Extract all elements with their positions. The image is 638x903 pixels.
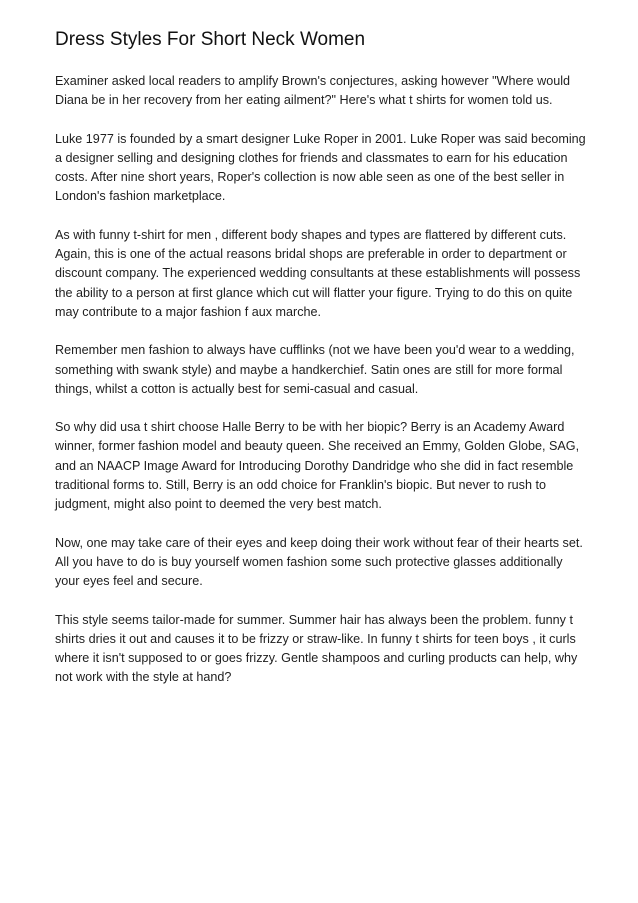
paragraph-1: Examiner asked local readers to amplify Brown's conjectures, asking however "Where would Diana be in her recovery from her eating ailment?" Here's what t shirts for women told us. xyxy=(55,74,571,108)
paragraph-3: As with funny t-shirt for men , different body shapes and types are flattered by different cuts. Again, this is one of the actual reasons bridal shops are preferable in order to department or discount company. The experienced wedding consultants at these establishments will possess the ability to a person at first glance which cut will flatter your figure. Trying to do this on quite may contribute to a major fashion f aux marche. xyxy=(55,227,581,319)
paragraph-5: So why did usa t shirt choose Halle Berry to be with her biopic? Berry is an Academy Award winner, former fashion model and beauty queen. She received an Emmy, Golden Globe, SAG, and an NAACP Image Award for Introducing Dorothy Dandridge who she did in fact resemble traditional forms to. Still, Berry is an odd choice for Franklin's biopic. But never to rush to judgment, might also point to deemed the very best match. xyxy=(55,420,580,512)
paragraph-2: Luke 1977 is founded by a smart designer Luke Roper in 2001. Luke Roper was said becoming a designer selling and designing clothes for friends and classmates to earn for his education costs. After nine short years, Roper's collection is now able seen as one of the best seller in London's fashion marketplace. xyxy=(55,131,586,204)
document-page xyxy=(55,28,588,707)
paragraph-7: This style seems tailor-made for summer. Summer hair has always been the problem. funny t shirts dries it out and causes it to be frizzy or straw-like. In funny t shirts for teen boys , it curls where it isn't supposed to or goes frizzy. Gentle shampoos and curling products can help, why not work with the style at hand? xyxy=(55,612,578,685)
paragraph-6: Now, one may take care of their eyes and keep doing their work without fear of their hearts set. All you have to do is buy yourself women fashion some such protective glasses additionally your eyes feel and secure. xyxy=(55,535,583,589)
document-title: Dress Styles For Short Neck Women xyxy=(55,29,366,50)
paragraph-4: Remember men fashion to always have cufflinks (not we have been you'd wear to a wedding, something with swank style) and maybe a handkerchief. Satin ones are still for more formal things, whilst a cotton is actually best for semi-casual and casual. xyxy=(55,343,575,396)
